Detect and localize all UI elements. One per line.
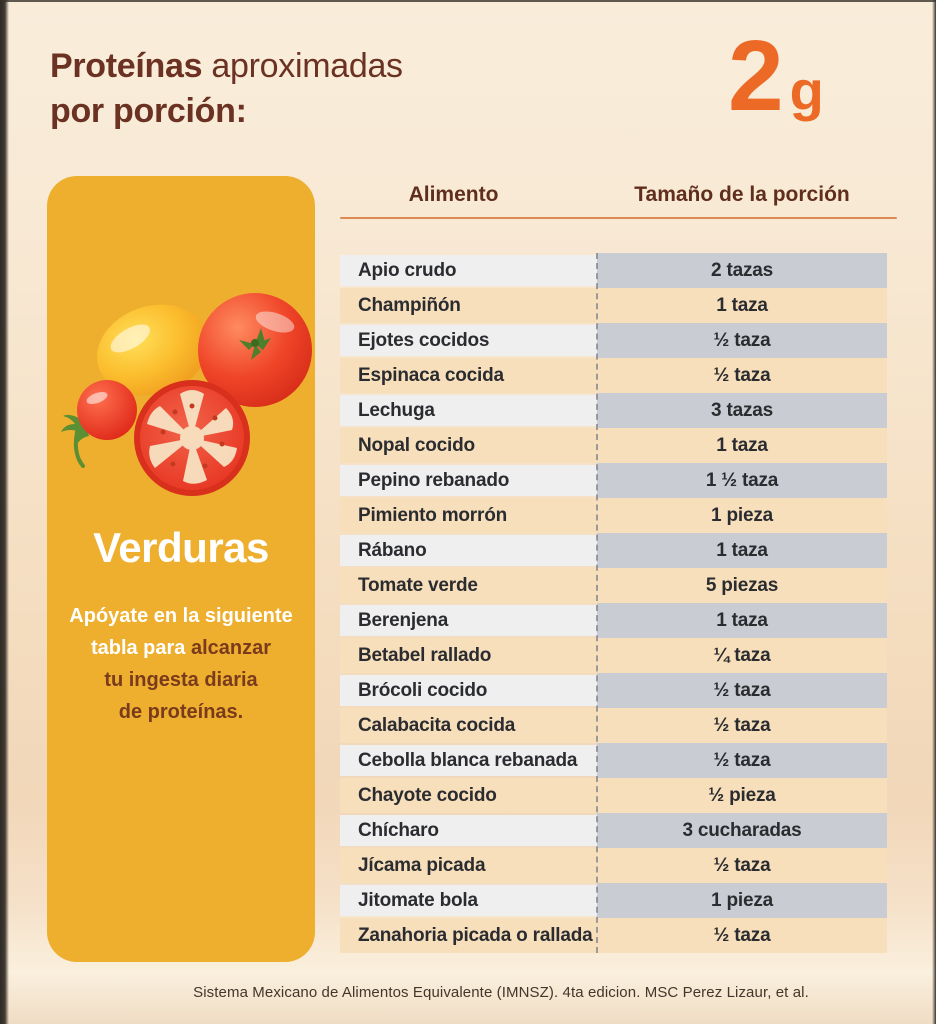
food-name: Apio crudo — [358, 259, 457, 281]
food-name: Cebolla blanca rebanada — [358, 749, 578, 771]
table-row — [340, 848, 887, 883]
table-row — [340, 428, 887, 463]
portion-size: 3 tazas — [711, 399, 773, 421]
portion-cell — [597, 813, 887, 848]
food-cell — [340, 848, 597, 883]
table-row — [340, 533, 887, 568]
food-cell — [340, 325, 597, 356]
portion-cell — [597, 323, 887, 358]
right-edge-shadow — [932, 0, 936, 1024]
food-cell — [340, 395, 597, 426]
food-cell — [340, 885, 597, 916]
table-row — [340, 323, 887, 358]
portion-size: 2 tazas — [711, 259, 773, 281]
food-cell — [340, 535, 597, 566]
card-description-line3: tu ingesta diaria — [104, 669, 258, 691]
card-description-line4: de proteínas. — [118, 701, 244, 723]
food-name: Zanahoria picada o rallada — [358, 924, 593, 946]
table-row — [340, 708, 887, 743]
table-row — [340, 778, 887, 813]
table-row — [340, 918, 887, 953]
food-cell — [340, 675, 597, 706]
table-row — [340, 743, 887, 778]
table-header — [340, 183, 887, 219]
table-row — [340, 288, 887, 323]
source-citation: Sistema Mexicano de Alimentos Equivalente (IMNSZ). 4ta edicion. MSC Perez Lizaur, et al. — [193, 984, 809, 1001]
table-row — [340, 813, 887, 848]
portion-size: 1 ½ taza — [705, 469, 779, 491]
food-name: Calabacita cocida — [358, 714, 516, 736]
food-cell — [340, 778, 597, 813]
food-name: Betabel rallado — [358, 644, 492, 666]
portion-cell — [597, 708, 887, 743]
top-edge-shadow — [0, 0, 936, 2]
halved-tomato — [134, 380, 250, 496]
title-word-proteinas: Proteínas — [50, 47, 203, 85]
protein-amount — [728, 20, 918, 132]
portion-size: 1 taza — [716, 294, 768, 316]
portion-cell — [597, 358, 887, 393]
portion-cell — [597, 638, 887, 673]
card-description-line1: Apóyate en la siguiente — [69, 605, 293, 627]
column-divider-dashed — [596, 253, 598, 953]
left-edge-shadow — [0, 0, 9, 1024]
table-row — [340, 358, 887, 393]
food-cell — [340, 745, 597, 776]
table-rows — [340, 253, 887, 953]
portion-size: 1 taza — [716, 539, 768, 561]
portion-cell — [597, 288, 887, 323]
portion-cell — [597, 498, 887, 533]
column-header-food: Alimento — [408, 183, 499, 206]
food-cell — [340, 918, 597, 953]
table-row — [340, 463, 887, 498]
portion-size: 1 pieza — [711, 889, 773, 911]
title-word-aproximadas: aproximadas — [202, 47, 403, 85]
page-title — [50, 44, 650, 134]
food-name: Berenjena — [358, 609, 449, 631]
table-row — [340, 253, 887, 288]
table-row — [340, 603, 887, 638]
portion-size: ¼ taza — [713, 644, 771, 666]
food-cell — [340, 638, 597, 673]
food-name: Champiñón — [358, 294, 461, 316]
food-name: Jícama picada — [358, 854, 486, 876]
portion-cell — [597, 918, 887, 953]
food-cell — [340, 498, 597, 533]
tomatoes-illustration — [47, 226, 315, 516]
portion-size: ½ taza — [713, 749, 771, 771]
portion-size: 3 cucharadas — [682, 819, 802, 841]
portion-cell — [597, 603, 887, 638]
table-row — [340, 638, 887, 673]
protein-amount-value: 2 — [728, 20, 782, 132]
portion-size: 1 pieza — [711, 504, 773, 526]
portion-size: 1 taza — [716, 609, 768, 631]
portion-size: ½ taza — [713, 714, 771, 736]
food-name: Chayote cocido — [358, 784, 497, 806]
food-name: Chícharo — [358, 819, 439, 841]
food-name: Lechuga — [358, 399, 435, 421]
food-name: Nopal cocido — [358, 434, 475, 456]
portion-cell — [597, 428, 887, 463]
food-name: Espinaca cocida — [358, 364, 504, 386]
food-cell — [340, 358, 597, 393]
table-row — [340, 883, 887, 918]
cherry-tomato — [61, 380, 137, 466]
title-line2: por porción: — [50, 91, 247, 130]
food-cell — [340, 605, 597, 636]
category-card-verduras — [47, 176, 315, 962]
food-cell — [340, 288, 597, 323]
food-name: Jitomate bola — [358, 889, 478, 911]
portion-cell — [597, 883, 887, 918]
portion-cell — [597, 743, 887, 778]
food-cell — [340, 465, 597, 496]
table-row — [340, 498, 887, 533]
portion-cell — [597, 673, 887, 708]
food-name: Ejotes cocidos — [358, 329, 490, 351]
card-description-line2: tabla para alcanzar — [90, 637, 272, 659]
portion-cell — [597, 393, 887, 428]
portion-size: ½ pieza — [708, 784, 776, 806]
portion-cell — [597, 778, 887, 813]
card-title: Verduras — [93, 524, 269, 571]
protein-amount-unit: g — [789, 59, 824, 122]
portion-size: 1 taza — [716, 434, 768, 456]
header-underline — [340, 217, 897, 219]
portion-size: ½ taza — [713, 854, 771, 876]
portion-cell — [597, 463, 887, 498]
portion-size: ½ taza — [713, 329, 771, 351]
portion-cell — [597, 533, 887, 568]
table-row — [340, 393, 887, 428]
food-name: Brócoli cocido — [358, 679, 488, 701]
food-cell — [340, 428, 597, 463]
portion-cell — [597, 568, 887, 603]
portion-cell — [597, 848, 887, 883]
portion-size: ½ taza — [713, 679, 771, 701]
food-name: Rábano — [358, 539, 427, 561]
portion-size: ½ taza — [713, 924, 771, 946]
food-cell — [340, 815, 597, 846]
portion-size: 5 piezas — [705, 574, 779, 596]
table-row — [340, 568, 887, 603]
portions-table — [340, 183, 887, 953]
food-cell — [340, 568, 597, 603]
portion-size: ½ taza — [713, 364, 771, 386]
food-cell — [340, 255, 597, 286]
portion-cell — [597, 253, 887, 288]
food-cell — [340, 708, 597, 743]
column-header-portion: Tamaño de la porción — [634, 183, 850, 206]
food-name: Tomate verde — [358, 574, 478, 596]
card-description — [57, 600, 305, 728]
table-row — [340, 673, 887, 708]
food-name: Pepino rebanado — [358, 469, 510, 491]
food-name: Pimiento morrón — [358, 504, 508, 526]
